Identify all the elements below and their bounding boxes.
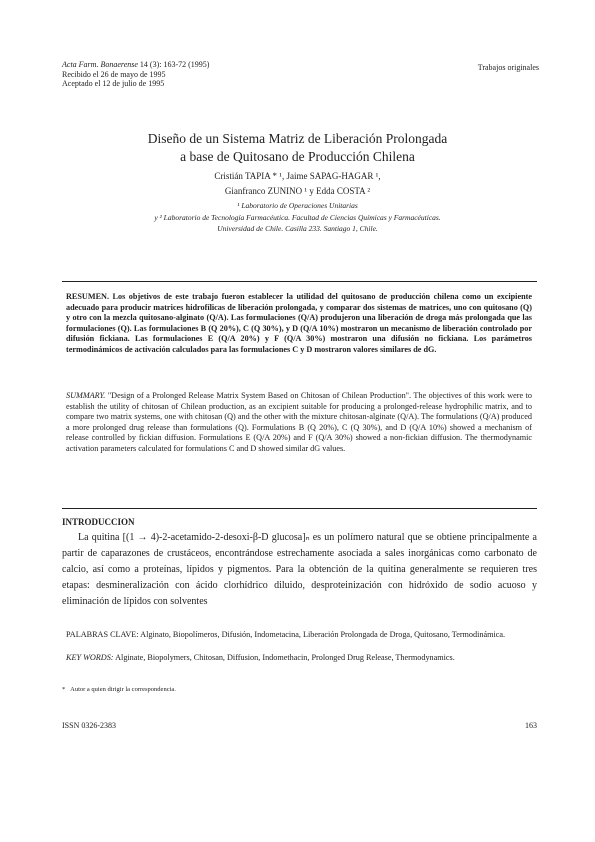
affiliation-1: ¹ Laboratorio de Operaciones Unitarias [237, 201, 358, 210]
title-line-2: a base de Quitosano de Producción Chilena [180, 149, 415, 164]
keywords-en [66, 653, 536, 664]
abstract-top-rule [62, 281, 537, 282]
keywords-en-label: KEY WORDS: [66, 653, 114, 662]
authors-line-1: Cristián TAPIA * ¹, Jaime SAPAG-HAGAR ¹, [214, 171, 381, 181]
issn: ISSN 0326-2383 [62, 721, 117, 730]
section-label: Trabajos originales [477, 63, 539, 72]
journal-name: Acta Farm. Bonaerense [62, 60, 138, 69]
footnote-mark: * [62, 686, 66, 693]
accepted-date: Aceptado el 12 de julio de 1995 [62, 79, 165, 88]
footnote [62, 686, 176, 694]
journal-citation [62, 60, 209, 69]
abstract-bottom-rule [62, 508, 537, 509]
title-line-1: Diseño de un Sistema Matriz de Liberación Prolongada [147, 131, 448, 146]
summary-text: "Design of a Prolonged Release Matrix System Based on Chitosan of Chilean Production". The objectives of this work were to establish the utility of chitosan of Chilean production, as an excipient suitable for producing a prolonged-release hydrophilic matrix, and to compare two matrix systems, one with chitosan (Q) and the other with the mixture chitosan-alginate (Q/A). The formulations (Q/A) produced a more prolonged drug release than formulations (Q). Formulations B (Q 20%), C (Q 30%), and D (Q/A 10%) showed a mechanism of release controlled by fickian diffusion. Formulations E (Q/A 20%) and F (Q/A 30%) showed a non-fickian diffusion. The thermodynamic activation parameters calculated for formulations C and D showed similar dG values. [66, 391, 532, 453]
page-number: 163 [525, 721, 537, 730]
summary-paragraph [66, 391, 532, 455]
keywords-es-text: Alginato, Biopolímeros, Difusión, Indometacina, Liberación Prolongada de Droga, Quitosano, Termodinámica. [138, 630, 506, 639]
received-date: Recibido el 26 de mayo de 1995 [62, 70, 166, 79]
summary-label: SUMMARY. [66, 391, 106, 400]
intro-paragraph: La quitina [(1 → 4)-2-acetamido-2-desoxi-β-D glucosa]ₙ es un polímero natural que se obtiene principalmente a partir de caparazones de crustáceos, encontrándose estrechamente asociada a sales inorgánicas como carbonato de calcio, así como a proteínas, lípidos y pigmentos. Para la obtención de la quitina generalmente se requieren tres etapas: desmineralización con ácido clorhídrico diluido, desproteinización con hidróxido de sodio acuoso y eliminación de lípidos con solventes [62, 532, 537, 607]
resumen-paragraph [66, 292, 532, 356]
resumen-label: RESUMEN. [66, 292, 109, 301]
affiliation-2: y ² Laboratorio de Tecnología Farmacéutica. Facultad de Ciencias Químicas y Farmacéuticas. [154, 213, 441, 222]
footnote-text: Autor a quien dirigir la correspondencia. [70, 686, 176, 693]
journal-volume: 14 (3): 163-72 (1995) [137, 60, 210, 69]
affiliation-3: Universidad de Chile. Casilla 233. Santiago 1, Chile. [217, 224, 378, 233]
resumen-text: Los objetivos de este trabajo fueron establecer la utilidad del quitosano de producción chilena como un excipiente adecuado para producir matrices hidrofílicas de liberación prolongada, y comparar dos sistemas de matrices, uno con quitosano (Q) y otro con la mezcla quitosano-alginato (Q/A). Las formulaciones (Q/A) produjeron una liberación de droga más prolongada que las formulaciones (Q). Las formulaciones B (Q 20%), C (Q 30%), y D (Q/A 10%) mostraron un mecanismo de liberación controlado por difusión fickiana. Las formulaciones E (Q/A 20%) y F (Q/A 30%) mostraron una difusión no fickiana. Los parámetros termodinámicos de activación calculados para las formulaciones C y D mostraron valores similares de dG. [66, 292, 532, 354]
authors-line-2: Gianfranco ZUNINO ¹ y Edda COSTA ² [224, 186, 371, 196]
intro-heading: INTRODUCCION [62, 517, 135, 527]
keywords-es [66, 630, 536, 641]
keywords-es-label: PALABRAS CLAVE: [66, 630, 139, 639]
keywords-en-text: Alginate, Biopolymers, Chitosan, Diffusion, Indomethacin, Prolonged Drug Release, Thermodynamics. [113, 653, 455, 662]
